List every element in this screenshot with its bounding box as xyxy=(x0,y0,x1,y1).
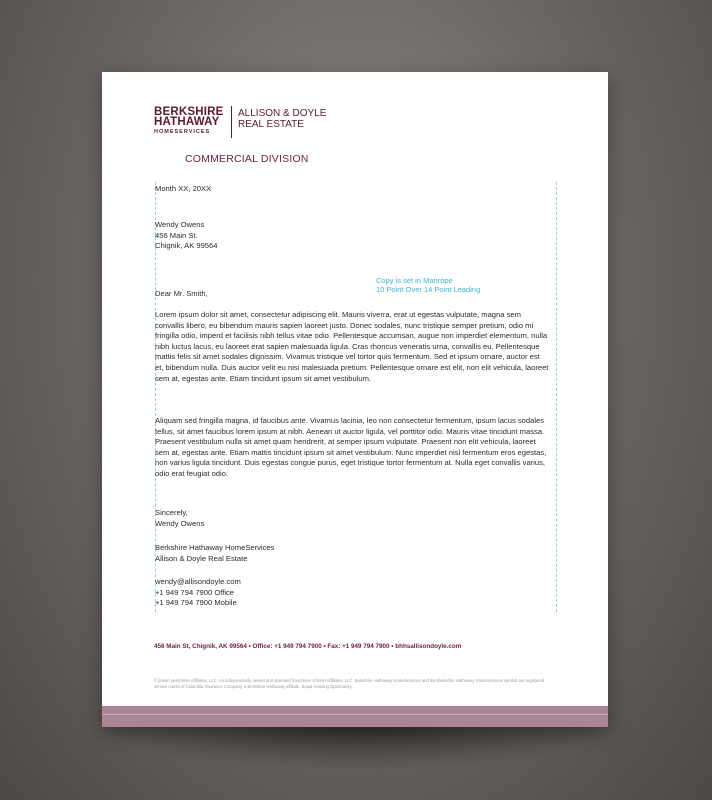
recipient-city: Chignik, AK 99564 xyxy=(155,241,218,251)
bottom-color-band xyxy=(102,706,608,727)
closing xyxy=(155,508,204,529)
contact-mobile-phone: +1 949 794 7900 Mobile xyxy=(155,598,237,608)
annotation-line1: Copy is set in Manrope xyxy=(376,276,453,285)
footer-contact-line: 456 Main St, Chignik, AK 99564 • Office: +1 949 794 7900 • Fax: +1 949 794 7900 • bhhsallisondoyle.com xyxy=(154,643,462,650)
logo-divider xyxy=(231,106,232,138)
contact-office-phone: +1 949 794 7900 Office xyxy=(155,587,235,597)
letter-date: Month XX, 20XX xyxy=(155,184,212,193)
recipient-name: Wendy Owens xyxy=(155,220,205,229)
annotation-line2: 10 Point Over 14 Point Leading xyxy=(376,285,481,294)
bhhs-logo xyxy=(154,107,224,135)
firm-name-line1: ALLISON & DOYLE xyxy=(238,108,327,119)
footer-legal-text: © [insert year] BHH Affiliates, LLC. An independently owned and operated franchisee of BHH Affiliates, LLC. Berkshire Hathaway HomeServices and the Berkshire Hathaway HomeServices symbol are registered service marks of Columbia Insurance Company, a Berkshire Hathaway affiliate. Equal Housing Opportunity. xyxy=(154,678,545,689)
logo-brand-line1: BERKSHIRE xyxy=(154,106,224,118)
margin-guide-right xyxy=(556,182,557,612)
body-paragraph-2: Aliquam sed fringilla magna, id faucibus ante. Vivamus lacinia, leo non consectetur fermentum, ipsum lacus sodales tellus, sit amet faucibus lorem ipsum at nibh. Aenean ut auctor ligula, vel porttitor odio. Mauris vitae tincidunt massa. Praesent vestibulum nulla sit amet quam hendrerit, at semper ipsum vulputate. Praesent non elit vehicula, laoreet sem at, egestas ante. Etiam mattis tincidunt ipsum sit amet vestibulum. Nunc imperdiet nisl fermentum eros egestas, non varius ligula tincidunt. Duis egestas congue purus, eget tristique tortor fermentum at. Nulla eget convallis varius, odio erat feugiat odio. xyxy=(155,416,547,478)
company-line1: Berkshire Hathaway HomeServices xyxy=(155,543,275,552)
closing-word: Sincerely, xyxy=(155,508,188,517)
firm-name-line2: REAL ESTATE xyxy=(238,119,304,130)
division-title: COMMERCIAL DIVISION xyxy=(185,153,309,165)
logo-brand-sub: HOMESERVICES xyxy=(154,129,211,135)
recipient-street: 456 Main St. xyxy=(155,230,198,240)
signature-contact xyxy=(155,577,241,609)
company-line2: Allison & Doyle Real Estate xyxy=(155,553,248,563)
contact-email[interactable]: wendy@allisondoyle.com xyxy=(155,577,241,586)
salutation: Dear Mr. Smith, xyxy=(155,289,208,298)
typography-annotation xyxy=(376,276,480,294)
logo-brand-line2: HATHAWAY xyxy=(154,116,220,128)
letterhead-page xyxy=(102,72,608,727)
body-paragraph-1: Lorem ipsum dolor sit amet, consectetur adipiscing elit. Mauris viverra, erat ut egestas vulputate, magna sem convallis libero, eu bibendum mauris sapien laoreet justo. Donec sodales, nunc tristique semper pretium, odio mi fringilla odio, imperd et facilisis nibh tellus vitae odio. Pellentesque accumsan, augue non imperdiet elementum, nulla nibh luctus lacus, eu laoreet erat sapien malesuada ligula. Cras rhoncus veneratis urna, convallis eu. Pellentesque mattis felis sit amet sodales dignissim. Vivamus tristique vel tortor quis fermentum. Sed et ipsum ornare, auctor est et, bibendum nulla. Duis auctor velit eu nisi malesuada pretium. Pellentesque ornare est elit, non elit vehicula, laoreet sem at, egestas ante. Etiam tincidunt ipsum sit amet vestibulum. xyxy=(155,310,549,383)
bottom-band-highlight xyxy=(102,714,608,715)
signature-company xyxy=(155,543,274,564)
firm-name xyxy=(238,108,326,130)
recipient-address xyxy=(155,220,217,252)
closing-name: Wendy Owens xyxy=(155,518,205,528)
